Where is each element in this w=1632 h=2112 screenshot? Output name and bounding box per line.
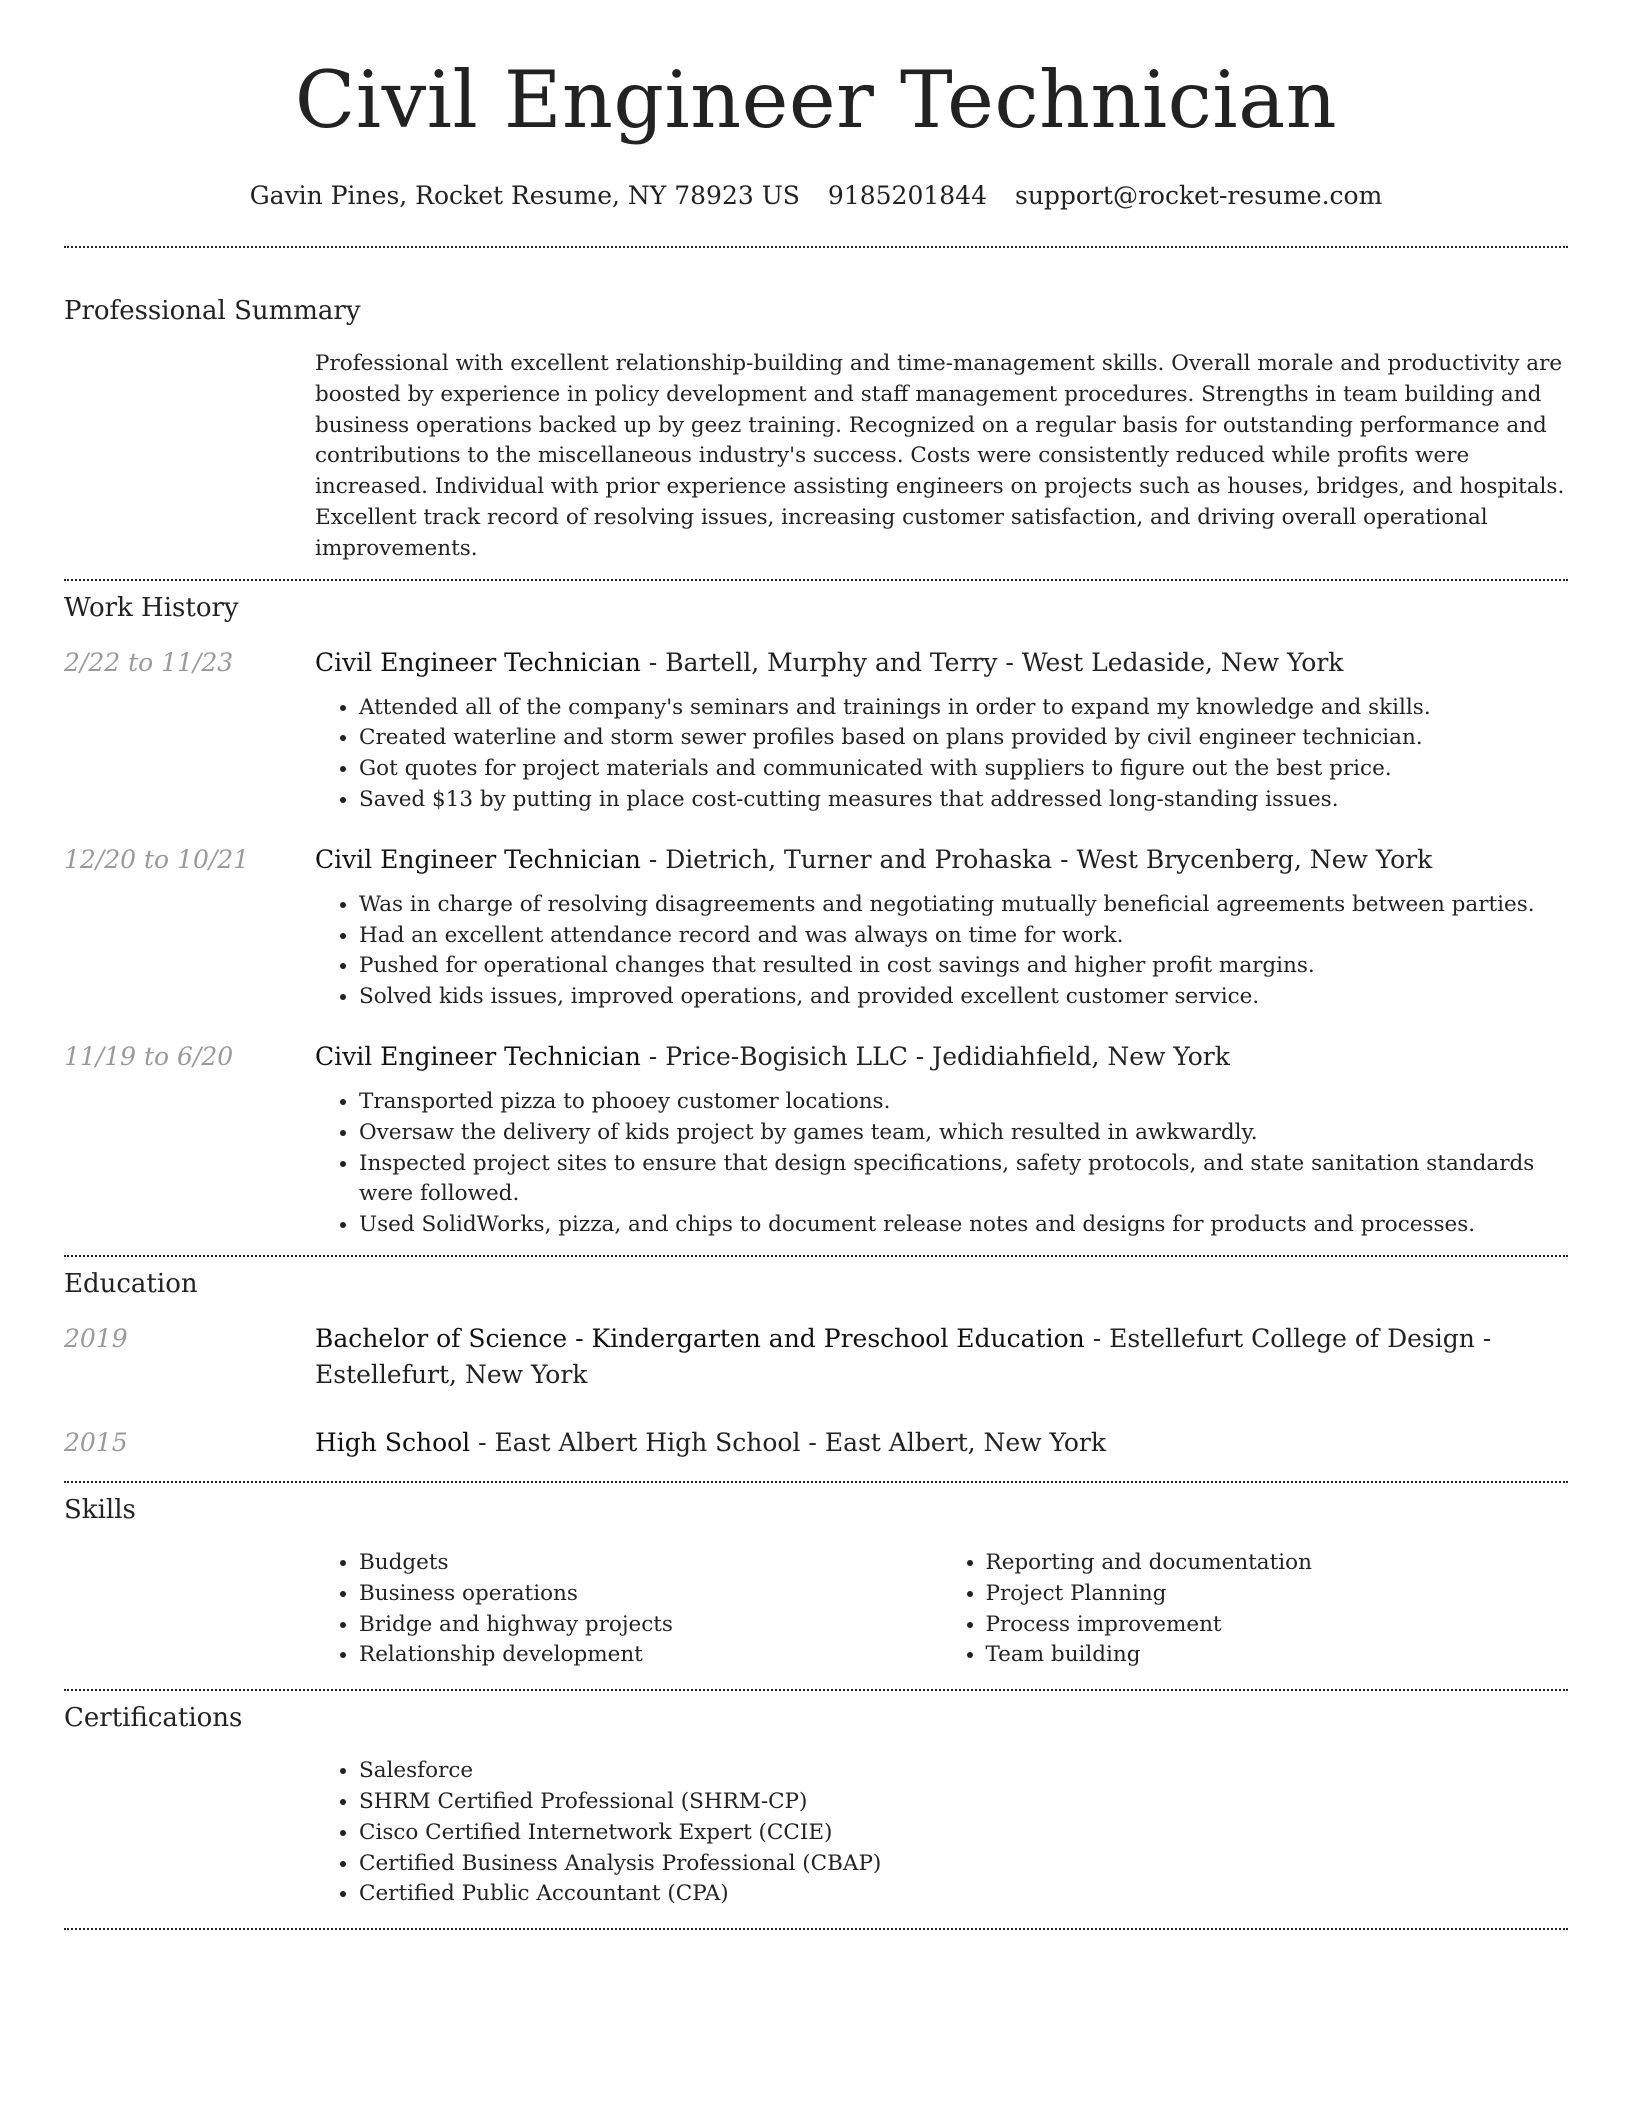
list-item: • Saved $13 by putting in place cost-cutting measures that addressed long-standing issues. <box>359 785 1568 816</box>
education-degree: High School <box>315 1427 471 1457</box>
contact-email: support@rocket-resume.com <box>1014 181 1383 210</box>
job-entry <box>64 645 1568 816</box>
job-bullets <box>315 1087 1568 1241</box>
list-item: • Cisco Certified Internetwork Expert (CCIE) <box>359 1818 1568 1849</box>
list-item: • SHRM Certified Professional (SHRM-CP) <box>359 1787 1568 1818</box>
list-item: • Certified Business Analysis Professional (CBAP) <box>359 1849 1568 1880</box>
divider <box>64 1928 1568 1930</box>
job-position: Civil Engineer Technician <box>315 1041 641 1071</box>
job-employer: - Dietrich, Turner and Prohaska - West Brycenberg, New York <box>640 844 1433 874</box>
education-school: - Estellefurt College of Design - Estellefurt, New York <box>315 1323 1492 1389</box>
list-item: • Pushed for operational changes that resulted in cost savings and higher profit margins. <box>359 951 1568 982</box>
job-dates: 2/22 to 11/23 <box>64 647 234 677</box>
skills-list-left <box>315 1548 942 1671</box>
list-item: • Certified Public Accountant (CPA) <box>359 1879 1568 1910</box>
job-entry <box>64 842 1568 1013</box>
skills-title: Skills <box>64 1494 136 1525</box>
job-bullets <box>315 890 1568 1013</box>
skills-list-right <box>942 1548 1569 1671</box>
education-school: - East Albert High School - East Albert, New York <box>470 1427 1107 1457</box>
list-item: • Had an excellent attendance record and was always on time for work. <box>359 921 1568 952</box>
job-dates: 12/20 to 10/21 <box>64 844 250 874</box>
list-item: • Attended all of the company's seminars and trainings in order to expand my knowledge and skills. <box>359 693 1568 724</box>
education-year: 2019 <box>64 1323 128 1353</box>
list-item: • Project Planning <box>986 1579 1569 1610</box>
list-item: • Created waterline and storm sewer profiles based on plans provided by civil engineer technician. <box>359 723 1568 754</box>
list-item: • Process improvement <box>986 1610 1569 1641</box>
list-item: • Transported pizza to phooey customer locations. <box>359 1087 1568 1118</box>
list-item: • Solved kids issues, improved operations, and provided excellent customer service. <box>359 982 1568 1013</box>
education-entry <box>64 1425 1568 1461</box>
certifications-title: Certifications <box>64 1703 243 1734</box>
skills-section <box>64 1483 1568 1671</box>
job-bullets <box>315 693 1568 816</box>
job-heading <box>315 645 1568 681</box>
education-title: Education <box>64 1268 198 1299</box>
job-heading <box>315 842 1568 878</box>
certifications-list <box>315 1756 1568 1910</box>
job-heading <box>315 1039 1568 1075</box>
job-employer: - Price-Bogisich LLC - Jedidiahfield, New York <box>640 1041 1230 1071</box>
resume-header <box>64 0 1568 212</box>
contact-phone: 9185201844 <box>827 181 987 210</box>
summary-title: Professional Summary <box>64 296 361 326</box>
job-position: Civil Engineer Technician <box>315 844 641 874</box>
work-history-section <box>64 581 1568 1241</box>
education-year: 2015 <box>64 1427 128 1457</box>
list-item: • Salesforce <box>359 1756 1568 1787</box>
resume-page <box>64 0 1568 1930</box>
job-position: Civil Engineer Technician <box>315 647 641 677</box>
education-heading <box>315 1321 1568 1393</box>
education-section <box>64 1257 1568 1461</box>
list-item: • Inspected project sites to ensure that design specifications, safety protocols, and state sanitation standards were followed. <box>359 1149 1568 1211</box>
contact-address: Gavin Pines, Rocket Resume, NY 78923 US <box>249 181 800 210</box>
list-item: • Used SolidWorks, pizza, and chips to document release notes and designs for products and processes. <box>359 1210 1568 1241</box>
contact-line <box>64 180 1568 212</box>
list-item: • Reporting and documentation <box>986 1548 1569 1579</box>
education-heading <box>315 1425 1568 1461</box>
work-history-title: Work History <box>64 592 239 623</box>
skills-grid <box>315 1548 1568 1671</box>
summary-section <box>64 248 1568 565</box>
resume-name: Civil Engineer Technician <box>294 54 1338 146</box>
certifications-section <box>64 1691 1568 1910</box>
list-item: • Budgets <box>359 1548 942 1579</box>
list-item: • Business operations <box>359 1579 942 1610</box>
list-item: • Was in charge of resolving disagreements and negotiating mutually beneficial agreements between parties. <box>359 890 1568 921</box>
job-dates: 11/19 to 6/20 <box>64 1041 234 1071</box>
list-item: • Bridge and highway projects <box>359 1610 942 1641</box>
list-item: • Oversaw the delivery of kids project by games team, which resulted in awkwardly. <box>359 1118 1568 1149</box>
education-degree: Bachelor of Science - Kindergarten and Preschool Education <box>315 1323 1085 1353</box>
education-entry <box>64 1321 1568 1393</box>
job-entry <box>64 1039 1568 1241</box>
list-item: • Got quotes for project materials and communicated with suppliers to figure out the best price. <box>359 754 1568 785</box>
list-item: • Team building <box>986 1640 1569 1671</box>
job-employer: - Bartell, Murphy and Terry - West Ledaside, New York <box>640 647 1344 677</box>
summary-text: Professional with excellent relationship-building and time-management skills. Overall morale and productivity are boosted by experience in policy development and staff management procedures. Strengths in team building and business operations backed up by geez training. Recognized on a regular basis for outstanding performance and contributions to the miscellaneous industry's success. Costs were consistently reduced while profits were increased. Individual with prior experience assisting engineers on projects such as houses, bridges, and hospitals. Excellent track record of resolving issues, increasing customer satisfaction, and driving overall operational improvements. <box>315 351 1565 561</box>
list-item: • Relationship development <box>359 1640 942 1671</box>
